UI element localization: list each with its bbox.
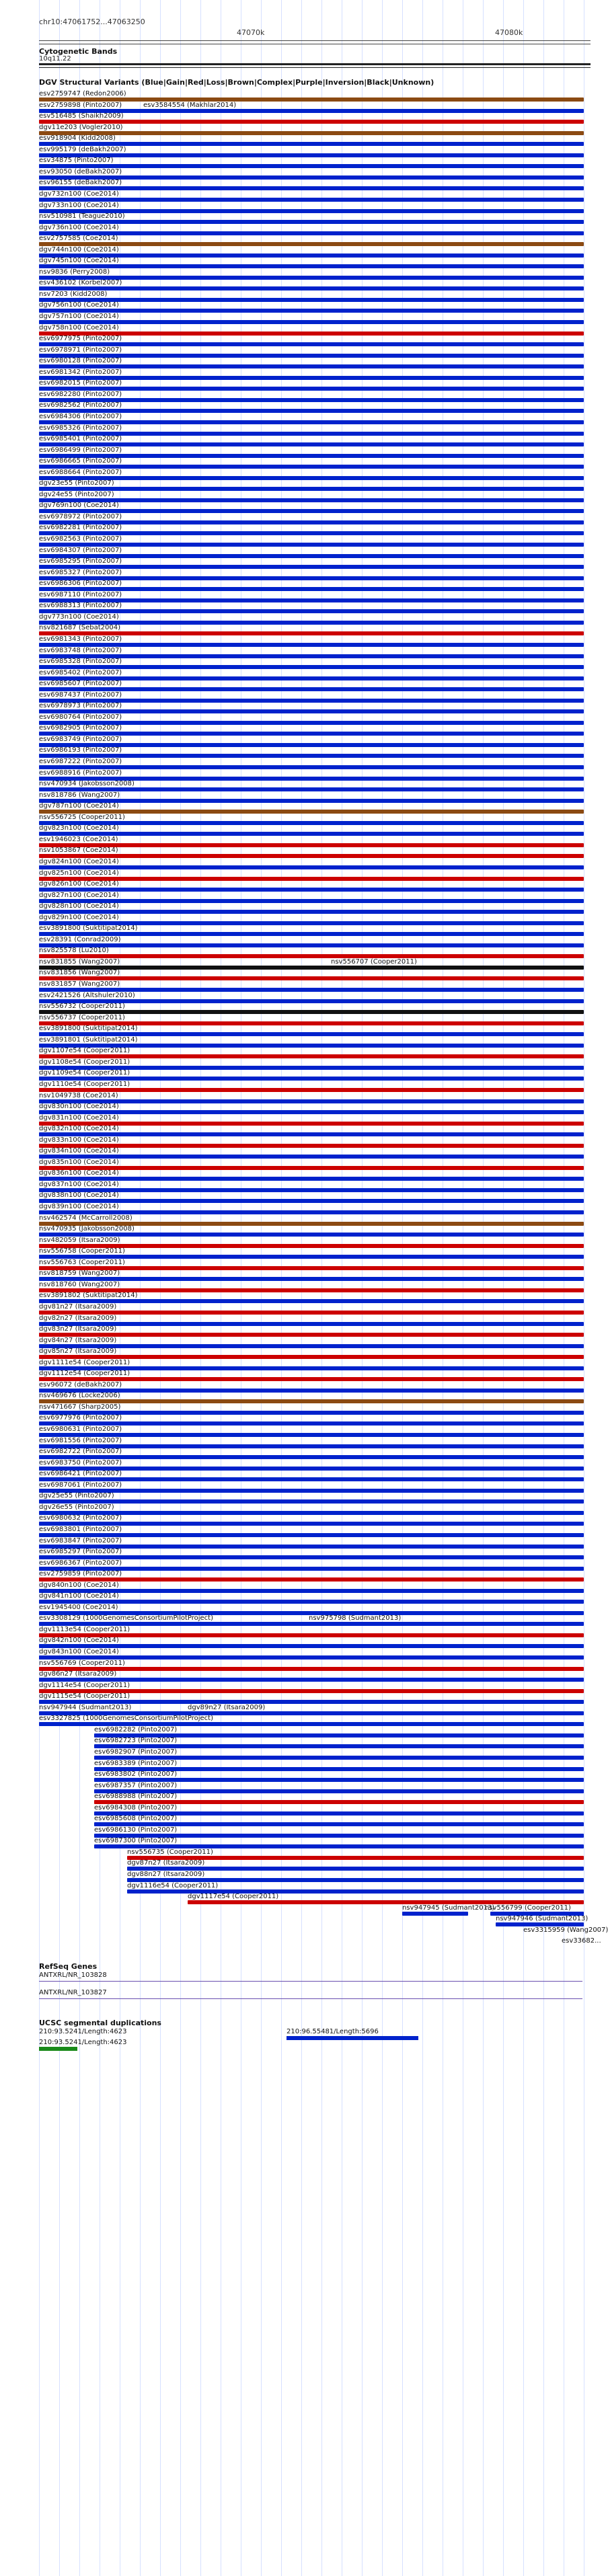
sv-label[interactable]: nsv469676 (Locke2006) bbox=[39, 1392, 120, 1400]
sv-label[interactable]: esv6985295 (Pinto2007) bbox=[39, 557, 122, 565]
sv-bar[interactable] bbox=[39, 954, 584, 958]
sv-bar[interactable] bbox=[39, 1233, 584, 1237]
sv-bar[interactable] bbox=[39, 1644, 584, 1648]
sv-label[interactable]: dgv756n100 (Coe2014) bbox=[39, 301, 119, 309]
sv-label[interactable]: esv6988988 (Pinto2007) bbox=[94, 1793, 178, 1801]
sv-bar[interactable] bbox=[39, 1144, 584, 1148]
sv-label[interactable]: esv6981342 (Pinto2007) bbox=[39, 368, 122, 376]
sv-bar[interactable] bbox=[39, 966, 584, 970]
sv-bar[interactable] bbox=[39, 609, 584, 613]
sv-label[interactable]: dgv744n100 (Coe2014) bbox=[39, 245, 119, 253]
segdup-label[interactable]: 210:93.5241/Length:4623 bbox=[39, 2027, 127, 2035]
sv-label[interactable]: esv6986499 (Pinto2007) bbox=[39, 446, 122, 454]
sv-label[interactable]: dgv26e55 (Pinto2007) bbox=[39, 1503, 114, 1511]
sv-bar[interactable] bbox=[39, 231, 584, 235]
sv-label[interactable]: esv33682... bbox=[562, 1937, 601, 1945]
sv-label[interactable]: nsv831856 (Wang2007) bbox=[39, 969, 120, 977]
sv-label[interactable]: esv6985327 (Pinto2007) bbox=[39, 568, 122, 576]
sv-label[interactable]: nsv9836 (Perry2008) bbox=[39, 268, 110, 276]
sv-label[interactable]: dgv838n100 (Coe2014) bbox=[39, 1192, 119, 1200]
sv-label[interactable]: esv918904 (Kidd2008) bbox=[39, 134, 116, 143]
sv-label[interactable]: esv6986421 (Pinto2007) bbox=[39, 1470, 122, 1478]
sv-label[interactable]: dgv843n100 (Coe2014) bbox=[39, 1648, 119, 1655]
sv-bar[interactable] bbox=[39, 1633, 584, 1637]
sv-label[interactable]: esv6983748 (Pinto2007) bbox=[39, 646, 122, 654]
sv-bar[interactable] bbox=[39, 309, 584, 313]
sv-label[interactable]: nsv818786 (Wang2007) bbox=[39, 791, 120, 799]
sv-label[interactable]: dgv86n27 (Itsara2009) bbox=[39, 1670, 117, 1678]
sv-label[interactable]: dgv1115e54 (Cooper2011) bbox=[39, 1692, 130, 1701]
sv-bar[interactable] bbox=[39, 877, 584, 881]
sv-label[interactable]: dgv732n100 (Coe2014) bbox=[39, 190, 119, 198]
sv-label[interactable]: dgv787n100 (Coe2014) bbox=[39, 802, 119, 810]
sv-label[interactable]: esv6985328 (Pinto2007) bbox=[39, 658, 122, 666]
sv-bar[interactable] bbox=[39, 1299, 584, 1303]
sv-label[interactable]: dgv840n100 (Coe2014) bbox=[39, 1581, 119, 1589]
sv-label[interactable]: dgv23e55 (Pinto2007) bbox=[39, 479, 114, 487]
sv-label[interactable]: esv1946023 (Coe2014) bbox=[39, 835, 118, 843]
sv-label[interactable]: esv6986665 (Pinto2007) bbox=[39, 457, 122, 465]
sv-label[interactable]: dgv1116e54 (Cooper2011) bbox=[127, 1881, 219, 1889]
sv-label[interactable]: nsv947945 (Sudmant2013) bbox=[402, 1904, 495, 1912]
sv-label[interactable]: esv3891800 (Suktitipat2014) bbox=[39, 925, 138, 933]
sv-label[interactable]: dgv1108e54 (Cooper2011) bbox=[39, 1058, 130, 1066]
sv-bar[interactable] bbox=[39, 1667, 584, 1671]
sv-label[interactable]: esv28391 (Conrad2009) bbox=[39, 935, 121, 943]
sv-label[interactable]: nsv556769 (Cooper2011) bbox=[39, 1659, 125, 1667]
sv-label[interactable]: esv6983847 (Pinto2007) bbox=[39, 1536, 122, 1545]
sv-label[interactable]: nsv470934 (Jakobsson2008) bbox=[39, 780, 135, 788]
sv-label[interactable]: esv6980632 (Pinto2007) bbox=[39, 1514, 122, 1522]
cytoband-bar bbox=[39, 63, 591, 65]
sv-bar[interactable] bbox=[39, 1489, 584, 1493]
sv-label[interactable]: nsv510981 (Teague2010) bbox=[39, 212, 125, 221]
sv-label[interactable]: dgv25e55 (Pinto2007) bbox=[39, 1492, 114, 1500]
sv-bar[interactable] bbox=[39, 943, 584, 947]
sv-label[interactable]: nsv831857 (Wang2007) bbox=[39, 980, 120, 988]
sv-label[interactable]: esv6982905 (Pinto2007) bbox=[39, 724, 122, 732]
sv-label[interactable]: dgv842n100 (Coe2014) bbox=[39, 1637, 119, 1645]
sv-label[interactable]: dgv1114e54 (Cooper2011) bbox=[39, 1681, 130, 1689]
sv-bar[interactable] bbox=[39, 1277, 584, 1281]
sv-bar[interactable] bbox=[39, 1155, 584, 1159]
sv-bar[interactable] bbox=[39, 1499, 584, 1504]
sv-label[interactable]: esv436102 (Korbel2007) bbox=[39, 279, 122, 287]
sv-label[interactable]: esv6982723 (Pinto2007) bbox=[94, 1737, 178, 1745]
sv-label[interactable]: dgv81n27 (Itsara2009) bbox=[39, 1302, 117, 1311]
sv-bar[interactable] bbox=[39, 787, 584, 791]
sv-bar[interactable] bbox=[39, 186, 584, 190]
sv-label[interactable]: esv6982907 (Pinto2007) bbox=[94, 1748, 178, 1756]
refseq-gene-line[interactable] bbox=[39, 1998, 582, 1999]
sv-bar[interactable] bbox=[39, 1166, 584, 1170]
sv-label[interactable]: esv3891802 (Suktitipat2014) bbox=[39, 1292, 138, 1300]
sv-label[interactable]: dgv1110e54 (Cooper2011) bbox=[39, 1080, 130, 1088]
sv-label[interactable]: esv6988313 (Pinto2007) bbox=[39, 602, 122, 610]
sv-label[interactable]: dgv773n100 (Coe2014) bbox=[39, 613, 119, 621]
sv-label[interactable]: esv6983749 (Pinto2007) bbox=[39, 735, 122, 743]
sv-label[interactable]: nsv1053867 (Coe2014) bbox=[39, 847, 118, 855]
sv-label[interactable]: dgv24e55 (Pinto2007) bbox=[39, 490, 114, 498]
sv-label[interactable]: esv6984307 (Pinto2007) bbox=[39, 546, 122, 554]
sv-label[interactable]: nsv556737 (Cooper2011) bbox=[39, 1013, 125, 1021]
sv-bar[interactable] bbox=[39, 854, 584, 858]
sv-label[interactable]: esv6982280 (Pinto2007) bbox=[39, 390, 122, 398]
sv-bar[interactable] bbox=[39, 832, 584, 836]
sv-label[interactable]: dgv837n100 (Coe2014) bbox=[39, 1180, 119, 1188]
sv-label[interactable]: esv6978973 (Pinto2007) bbox=[39, 702, 122, 710]
sv-label[interactable]: esv6987061 (Pinto2007) bbox=[39, 1481, 122, 1489]
tick-right: 47080k bbox=[495, 28, 523, 37]
sv-label[interactable]: esv6978971 (Pinto2007) bbox=[39, 346, 122, 354]
coordinate-readout: chr10:47061752...47063250 bbox=[39, 17, 145, 26]
sv-label[interactable]: dgv832n100 (Coe2014) bbox=[39, 1125, 119, 1133]
segdups-title: UCSC segmental duplications bbox=[39, 2018, 161, 2027]
sv-label[interactable]: esv96072 (deBakh2007) bbox=[39, 1380, 122, 1389]
sv-bar[interactable] bbox=[39, 242, 584, 246]
refseq-gene-line[interactable] bbox=[39, 1981, 582, 1982]
sv-label[interactable]: nsv471667 (Sharp2005) bbox=[39, 1403, 121, 1411]
segdup-label[interactable]: 210:93.5241/Length:4623 bbox=[39, 2038, 127, 2046]
sv-label[interactable]: esv6987222 (Pinto2007) bbox=[39, 758, 122, 765]
sv-label[interactable]: esv6980631 (Pinto2007) bbox=[39, 1426, 122, 1433]
sv-label[interactable]: nsv556799 (Cooper2011) bbox=[485, 1904, 571, 1912]
sv-bar[interactable] bbox=[39, 865, 584, 869]
sv-label[interactable]: esv6981343 (Pinto2007) bbox=[39, 635, 122, 643]
sv-label[interactable]: dgv827n100 (Coe2014) bbox=[39, 891, 119, 899]
sv-label[interactable]: dgv757n100 (Coe2014) bbox=[39, 313, 119, 320]
sv-label[interactable]: esv6988664 (Pinto2007) bbox=[39, 468, 122, 476]
segdup-bar[interactable] bbox=[287, 2036, 418, 2040]
sv-label[interactable]: nsv818759 (Wang2007) bbox=[39, 1270, 120, 1278]
sv-label[interactable]: esv6988916 (Pinto2007) bbox=[39, 769, 122, 777]
sv-label[interactable]: dgv1109e54 (Cooper2011) bbox=[39, 1069, 130, 1077]
sv-label[interactable]: esv93050 (deBakh2007) bbox=[39, 167, 122, 175]
sv-label[interactable]: dgv830n100 (Coe2014) bbox=[39, 1103, 119, 1111]
sv-bar[interactable] bbox=[39, 1577, 584, 1582]
sv-label[interactable]: nsv825578 (Lu2010) bbox=[39, 947, 109, 955]
sv-label[interactable]: nsv947944 (Sudmant2013) bbox=[39, 1703, 132, 1711]
sv-label[interactable]: esv3891801 (Suktitipat2014) bbox=[39, 1036, 138, 1044]
sv-label[interactable]: esv6982015 (Pinto2007) bbox=[39, 379, 122, 387]
refseq-title: RefSeq Genes bbox=[39, 1961, 98, 1971]
sv-bar[interactable] bbox=[39, 253, 584, 258]
tick-left: 47070k bbox=[237, 28, 265, 37]
dgv-title: DGV Structural Variants (Blue|Gain|Red|Loss|Brown|Complex|Purple|Inversion|Black|Unknown) bbox=[39, 78, 434, 87]
sv-label[interactable]: esv1945400 (Coe2014) bbox=[39, 1603, 118, 1611]
sv-label[interactable]: esv6982281 (Pinto2007) bbox=[39, 524, 122, 532]
refseq-gene-label[interactable]: ANTXRL/NR_103828 bbox=[39, 1971, 107, 1979]
sv-label[interactable]: nsv462574 (McCarroll2008) bbox=[39, 1214, 132, 1222]
sv-label[interactable]: esv6986130 (Pinto2007) bbox=[94, 1826, 178, 1834]
sv-label[interactable]: dgv836n100 (Coe2014) bbox=[39, 1169, 119, 1177]
sv-label[interactable]: esv6982562 (Pinto2007) bbox=[39, 401, 122, 409]
sv-bar[interactable] bbox=[39, 821, 584, 825]
sv-label[interactable]: dgv825n100 (Coe2014) bbox=[39, 869, 119, 877]
sv-label[interactable]: esv6983802 (Pinto2007) bbox=[94, 1770, 178, 1779]
sv-label[interactable]: esv3315959 (Wang2007) bbox=[523, 1926, 608, 1934]
sv-label[interactable]: esv3327825 (1000GenomesConsortiumPilotProject) bbox=[39, 1715, 213, 1723]
sv-label[interactable]: nsv556735 (Cooper2011) bbox=[127, 1848, 213, 1856]
sv-bar[interactable] bbox=[39, 1088, 584, 1092]
sv-label[interactable]: nsv975798 (Sudmant2013) bbox=[309, 1614, 402, 1623]
sv-label[interactable]: esv6977976 (Pinto2007) bbox=[39, 1414, 122, 1422]
sv-bar[interactable] bbox=[39, 286, 584, 290]
sv-label[interactable]: dgv82n27 (Itsara2009) bbox=[39, 1314, 117, 1322]
sv-bar[interactable] bbox=[39, 1132, 584, 1136]
sv-label[interactable]: dgv84n27 (Itsara2009) bbox=[39, 1336, 117, 1344]
sv-label[interactable]: dgv828n100 (Coe2014) bbox=[39, 902, 119, 910]
sv-label[interactable]: esv6983389 (Pinto2007) bbox=[94, 1759, 178, 1767]
sv-label[interactable]: dgv823n100 (Coe2014) bbox=[39, 824, 119, 832]
sv-bar[interactable] bbox=[39, 1389, 584, 1393]
sv-label[interactable]: esv6982282 (Pinto2007) bbox=[94, 1725, 178, 1733]
sv-bar[interactable] bbox=[39, 1322, 584, 1326]
sv-bar[interactable] bbox=[39, 476, 584, 480]
sv-label[interactable]: nsv1049738 (Coe2014) bbox=[39, 1091, 118, 1099]
sv-label[interactable]: dgv841n100 (Coe2014) bbox=[39, 1592, 119, 1600]
sv-label[interactable]: esv2757585 (Coe2014) bbox=[39, 235, 118, 243]
sv-bar[interactable] bbox=[39, 843, 584, 847]
sv-label[interactable]: dgv83n27 (Itsara2009) bbox=[39, 1325, 117, 1333]
sv-label[interactable]: esv6987437 (Pinto2007) bbox=[39, 691, 122, 699]
sv-label[interactable]: nsv556763 (Cooper2011) bbox=[39, 1258, 125, 1266]
sv-bar[interactable] bbox=[39, 899, 584, 903]
sv-bar[interactable] bbox=[39, 153, 584, 157]
sv-label[interactable]: dgv1117e54 (Cooper2011) bbox=[188, 1893, 279, 1901]
sv-label[interactable]: esv2759898 (Pinto2007) bbox=[39, 101, 122, 109]
sv-label[interactable]: esv6986306 (Pinto2007) bbox=[39, 580, 122, 588]
sv-label[interactable]: dgv85n27 (Itsara2009) bbox=[39, 1348, 117, 1356]
sv-label[interactable]: nsv947946 (Sudmant2013) bbox=[496, 1915, 588, 1923]
sv-label[interactable]: dgv1107e54 (Cooper2011) bbox=[39, 1047, 130, 1055]
cytoband-band: 10q11.22 bbox=[39, 55, 71, 63]
sv-label[interactable]: esv6980764 (Pinto2007) bbox=[39, 713, 122, 721]
sv-label[interactable]: esv6980128 (Pinto2007) bbox=[39, 357, 122, 365]
sv-label[interactable]: esv6981556 (Pinto2007) bbox=[39, 1436, 122, 1444]
sv-label[interactable]: esv6986367 (Pinto2007) bbox=[39, 1559, 122, 1567]
sv-bar[interactable] bbox=[39, 1099, 584, 1103]
sv-label[interactable]: esv6985608 (Pinto2007) bbox=[94, 1815, 178, 1823]
sv-label[interactable]: esv6985607 (Pinto2007) bbox=[39, 680, 122, 688]
sv-label[interactable]: esv6984308 (Pinto2007) bbox=[94, 1803, 178, 1811]
sv-bar[interactable] bbox=[39, 799, 584, 803]
sv-label[interactable]: esv6985297 (Pinto2007) bbox=[39, 1548, 122, 1556]
sv-bar[interactable] bbox=[39, 1344, 584, 1348]
sv-label[interactable]: esv6987300 (Pinto2007) bbox=[94, 1837, 178, 1845]
segdup-label[interactable]: 210:96.55481/Length:5696 bbox=[287, 2027, 379, 2035]
sv-label[interactable]: dgv89n27 (Itsara2009) bbox=[188, 1703, 266, 1711]
sv-bar[interactable] bbox=[39, 131, 584, 135]
sv-label[interactable]: esv6985401 (Pinto2007) bbox=[39, 435, 122, 443]
refseq-gene-label[interactable]: ANTXRL/NR_103827 bbox=[39, 1988, 107, 1996]
sv-label[interactable]: dgv831n100 (Coe2014) bbox=[39, 1114, 119, 1122]
sv-bar[interactable] bbox=[39, 910, 584, 914]
sv-bar[interactable] bbox=[39, 1600, 584, 1604]
sv-bar[interactable] bbox=[39, 1110, 584, 1114]
sv-label[interactable]: nsv470935 (Jakobsson2008) bbox=[39, 1225, 135, 1233]
sv-label[interactable]: esv6982563 (Pinto2007) bbox=[39, 535, 122, 543]
sv-label[interactable]: esv6983801 (Pinto2007) bbox=[39, 1525, 122, 1533]
sv-bar[interactable] bbox=[39, 498, 584, 502]
sv-label[interactable]: esv6983750 (Pinto2007) bbox=[39, 1458, 122, 1467]
sv-label[interactable]: dgv1113e54 (Cooper2011) bbox=[39, 1625, 130, 1633]
sv-label[interactable]: esv6982722 (Pinto2007) bbox=[39, 1448, 122, 1456]
sv-label[interactable]: esv6987357 (Pinto2007) bbox=[94, 1781, 178, 1789]
sv-label[interactable]: dgv758n100 (Coe2014) bbox=[39, 323, 119, 331]
sv-bar[interactable] bbox=[39, 220, 584, 224]
sv-label[interactable]: dgv733n100 (Coe2014) bbox=[39, 201, 119, 209]
sv-label[interactable]: esv6986193 (Pinto2007) bbox=[39, 746, 122, 754]
sv-label[interactable]: nsv556725 (Cooper2011) bbox=[39, 813, 125, 821]
sv-bar[interactable] bbox=[39, 1333, 584, 1337]
sv-bar[interactable] bbox=[39, 487, 584, 491]
sv-label[interactable]: dgv833n100 (Coe2014) bbox=[39, 1136, 119, 1144]
cytoband-bar-2 bbox=[39, 67, 591, 68]
sv-label[interactable]: dgv769n100 (Coe2014) bbox=[39, 502, 119, 510]
sv-label[interactable]: nsv556758 (Cooper2011) bbox=[39, 1247, 125, 1255]
sv-bar[interactable] bbox=[39, 1199, 584, 1203]
sv-label[interactable]: nsv831855 (Wang2007) bbox=[39, 958, 120, 966]
sv-label[interactable]: esv2759747 (Redon2006) bbox=[39, 90, 126, 97]
sv-label[interactable]: dgv87n27 (Itsara2009) bbox=[127, 1859, 205, 1867]
ruler bbox=[39, 40, 591, 44]
sv-label[interactable]: dgv736n100 (Coe2014) bbox=[39, 223, 119, 231]
sv-bar[interactable] bbox=[39, 320, 584, 324]
sv-label[interactable]: nsv482059 (Itsara2009) bbox=[39, 1236, 120, 1244]
sv-bar[interactable] bbox=[39, 298, 584, 302]
sv-bar[interactable] bbox=[39, 1266, 584, 1270]
sv-bar[interactable] bbox=[39, 621, 584, 625]
sv-label[interactable]: esv2759859 (Pinto2007) bbox=[39, 1570, 122, 1578]
sv-label[interactable]: dgv834n100 (Coe2014) bbox=[39, 1147, 119, 1155]
sv-label[interactable]: esv3584554 (Makhlar2014) bbox=[143, 101, 237, 109]
sv-bar[interactable] bbox=[39, 198, 584, 202]
sv-label[interactable]: nsv818760 (Wang2007) bbox=[39, 1280, 120, 1288]
sv-bar[interactable] bbox=[39, 264, 584, 268]
sv-bar[interactable] bbox=[39, 1188, 584, 1192]
sv-label[interactable]: dgv1112e54 (Cooper2011) bbox=[39, 1370, 130, 1378]
sv-label[interactable]: esv6985402 (Pinto2007) bbox=[39, 668, 122, 676]
sv-label[interactable]: esv995179 (deBakh2007) bbox=[39, 145, 126, 153]
sv-label[interactable]: nsv821687 (Sebat2004) bbox=[39, 624, 120, 632]
sv-bar[interactable] bbox=[39, 1311, 584, 1315]
sv-bar[interactable] bbox=[39, 1122, 584, 1126]
sv-label[interactable]: dgv839n100 (Coe2014) bbox=[39, 1203, 119, 1210]
sv-label[interactable]: nsv556707 (Cooper2011) bbox=[331, 958, 417, 966]
sv-label[interactable]: dgv835n100 (Coe2014) bbox=[39, 1158, 119, 1166]
sv-bar[interactable] bbox=[39, 1589, 584, 1593]
cytoband-title: Cytogenetic Bands bbox=[39, 47, 118, 56]
sv-label[interactable]: esv2421526 (Altshuler2010) bbox=[39, 991, 135, 999]
sv-label[interactable]: dgv11e203 (Vogler2010) bbox=[39, 123, 123, 131]
sv-label[interactable]: nsv7203 (Kidd2008) bbox=[39, 290, 108, 298]
sv-label[interactable]: esv3891800 (Suktitipat2014) bbox=[39, 1025, 138, 1033]
sv-label[interactable]: esv96155 (deBakh2007) bbox=[39, 179, 122, 187]
sv-label[interactable]: dgv88n27 (Itsara2009) bbox=[127, 1871, 205, 1878]
sv-bar[interactable] bbox=[39, 1177, 584, 1181]
sv-label[interactable]: dgv824n100 (Coe2014) bbox=[39, 857, 119, 865]
sv-label[interactable]: esv516485 (Shaikh2009) bbox=[39, 112, 124, 120]
sv-bar[interactable] bbox=[402, 1912, 468, 1916]
sv-bar[interactable] bbox=[39, 1399, 584, 1403]
sv-label[interactable]: dgv1111e54 (Cooper2011) bbox=[39, 1358, 130, 1366]
sv-label[interactable]: esv6978972 (Pinto2007) bbox=[39, 512, 122, 520]
sv-bar[interactable] bbox=[39, 976, 584, 980]
segdup-bar[interactable] bbox=[39, 2047, 77, 2051]
sv-label[interactable]: esv6984306 (Pinto2007) bbox=[39, 412, 122, 420]
sv-label[interactable]: esv6987110 (Pinto2007) bbox=[39, 590, 122, 598]
sv-label[interactable]: dgv829n100 (Coe2014) bbox=[39, 913, 119, 921]
sv-label[interactable]: esv6977975 (Pinto2007) bbox=[39, 335, 122, 343]
sv-label[interactable]: nsv556732 (Cooper2011) bbox=[39, 1003, 125, 1011]
sv-bar[interactable] bbox=[39, 888, 584, 892]
sv-label[interactable]: esv34875 (Pinto2007) bbox=[39, 157, 114, 165]
sv-label[interactable]: dgv826n100 (Coe2014) bbox=[39, 880, 119, 888]
sv-label[interactable]: dgv745n100 (Coe2014) bbox=[39, 257, 119, 265]
sv-label[interactable]: esv6985326 (Pinto2007) bbox=[39, 424, 122, 432]
sv-label[interactable]: esv3308129 (1000GenomesConsortiumPilotProject) bbox=[39, 1614, 213, 1623]
